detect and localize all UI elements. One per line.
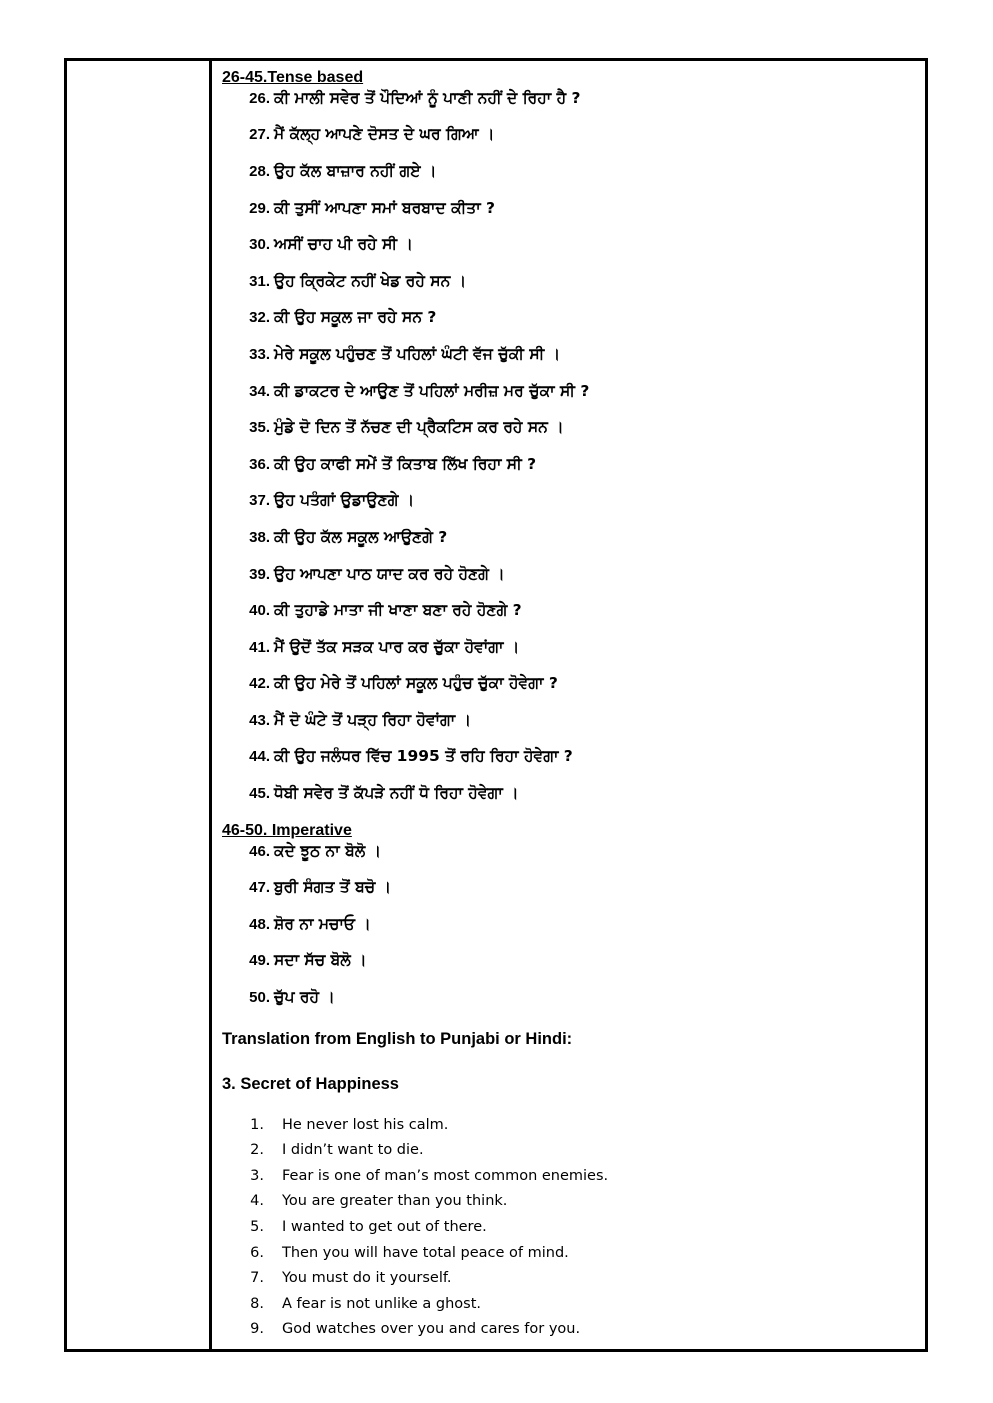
tense-sentence-number: 37. bbox=[249, 492, 270, 510]
secret-sentence-number: 6. bbox=[250, 1244, 264, 1261]
tense-section-heading: 26-45.Tense based bbox=[222, 69, 364, 86]
secret-sentence-text: I didn’t want to die. bbox=[282, 1142, 424, 1159]
secret-sentence-text: You must do it yourself. bbox=[282, 1270, 452, 1287]
worksheet-table bbox=[64, 58, 928, 1352]
tense-sentence-item bbox=[222, 483, 917, 520]
imperative-sentence-number: 49. bbox=[249, 952, 270, 970]
secret-sentence-number: 4. bbox=[250, 1193, 264, 1210]
tense-sentence-text: ਕੀ ਉਹ ਕੱਲ ਸਕੂਲ ਆਉਣਗੇ ? bbox=[274, 527, 448, 546]
secret-sentence-text: Then you will have total peace of mind. bbox=[282, 1244, 569, 1261]
tense-sentence-number: 40. bbox=[249, 602, 270, 620]
imperative-sentence-text: ਸ਼ੋਰ ਨਾ ਮਚਾਓ । bbox=[274, 914, 371, 933]
secret-sentence-item bbox=[222, 1291, 917, 1317]
imperative-sentence-item bbox=[222, 943, 917, 980]
imperative-sentence-text: ਚੁੱਪ ਰਹੋ । bbox=[274, 988, 335, 1007]
tense-sentence-text: ਕੀ ਤੁਹਾਡੇ ਮਾਤਾ ਜੀ ਖਾਣਾ ਬਣਾ ਰਹੇ ਹੋਣਗੇ ? bbox=[274, 601, 522, 620]
tense-sentence-item bbox=[222, 226, 917, 263]
secret-sentence-item bbox=[222, 1137, 917, 1163]
tense-sentence-text: ਮੈਂ ਕੱਲ੍ਹ ਆਪਣੇ ਦੋਸਤ ਦੇ ਘਰ ਗਿਆ । bbox=[274, 125, 495, 144]
tense-sentence-number: 30. bbox=[249, 236, 270, 254]
tense-sentence-text: ਧੋਬੀ ਸਵੇਰ ਤੋਂ ਕੱਪੜੇ ਨਹੀਂ ਧੋ ਰਿਹਾ ਹੋਵੇਗਾ । bbox=[274, 784, 519, 803]
imperative-sentence-list bbox=[222, 833, 917, 1016]
secret-sentence-number: 8. bbox=[250, 1295, 264, 1312]
tense-sentence-item bbox=[222, 666, 917, 703]
tense-sentence-number: 32. bbox=[249, 309, 270, 327]
tense-sentence-number: 31. bbox=[249, 272, 270, 290]
tense-sentence-number: 26. bbox=[249, 89, 270, 107]
tense-sentence-number: 38. bbox=[249, 528, 270, 546]
imperative-section-heading: 46-50. Imperative bbox=[222, 821, 352, 839]
content-column bbox=[222, 69, 917, 1342]
secret-sentence-list bbox=[222, 1112, 917, 1342]
tense-sentence-item bbox=[222, 336, 917, 373]
secret-sentence-text: A fear is not unlike a ghost. bbox=[282, 1295, 482, 1312]
tense-sentence-text: ਉਹ ਕ੍ਰਿਕੇਟ ਨਹੀਂ ਖੇਡ ਰਹੇ ਸਨ । bbox=[274, 271, 467, 290]
secret-sentence-item bbox=[222, 1265, 917, 1291]
imperative-sentence-text: ਸਦਾ ਸੱਚ ਬੋਲੋ । bbox=[274, 951, 367, 970]
tense-sentence-number: 36. bbox=[249, 455, 270, 473]
imperative-sentence-item bbox=[222, 869, 917, 906]
imperative-sentence-text: ਕਦੇ ਝੂਠ ਨਾ ਬੋਲੋ । bbox=[274, 841, 382, 860]
secret-sentence-number: 2. bbox=[250, 1142, 264, 1159]
secret-sentence-text: You are greater than you think. bbox=[282, 1193, 508, 1210]
tense-sentence-item bbox=[222, 739, 917, 776]
secret-sentence-item bbox=[222, 1189, 917, 1215]
tense-sentence-text: ਕੀ ਮਾਲੀ ਸਵੇਰ ਤੋਂ ਪੌਦਿਆਂ ਨੂੰ ਪਾਣੀ ਨਹੀਂ ਦੇ ਰਿਹਾ ਹੈ ? bbox=[274, 88, 581, 107]
tense-sentence-item bbox=[222, 446, 917, 483]
secret-sentence-number: 1. bbox=[250, 1116, 264, 1133]
left-column bbox=[67, 61, 212, 1349]
tense-sentence-number: 39. bbox=[249, 565, 270, 583]
tense-sentence-item bbox=[222, 190, 917, 227]
imperative-sentence-item bbox=[222, 906, 917, 943]
tense-sentence-number: 44. bbox=[249, 748, 270, 766]
tense-sentence-text: ਕੀ ਤੁਸੀਂ ਆਪਣਾ ਸਮਾਂ ਬਰਬਾਦ ਕੀਤਾ ? bbox=[274, 198, 496, 217]
secret-sentence-item bbox=[222, 1317, 917, 1343]
secret-sentence-number: 3. bbox=[250, 1167, 264, 1184]
tense-sentence-text: ਮੇਰੇ ਸਕੂਲ ਪਹੁੰਚਣ ਤੋਂ ਪਹਿਲਾਂ ਘੰਟੀ ਵੱਜ ਚੁੱਕੀ ਸੀ । bbox=[274, 344, 561, 363]
tense-sentence-text: ਮੁੰਡੇ ਦੋ ਦਿਨ ਤੋਂ ਨੱਚਣ ਦੀ ਪ੍ਰੈਕਟਿਸ ਕਰ ਰਹੇ ਸਨ । bbox=[274, 418, 564, 437]
tense-sentence-item bbox=[222, 300, 917, 337]
tense-sentence-text: ਮੈਂ ਉਦੋਂ ਤੱਕ ਸੜਕ ਪਾਰ ਕਰ ਚੁੱਕਾ ਹੋਵਾਂਗਾ । bbox=[274, 637, 520, 656]
tense-sentence-list bbox=[222, 80, 917, 812]
tense-sentence-item bbox=[222, 409, 917, 446]
imperative-sentence-number: 48. bbox=[249, 915, 270, 933]
tense-sentence-item bbox=[222, 519, 917, 556]
tense-sentence-text: ਕੀ ਡਾਕਟਰ ਦੇ ਆਉਣ ਤੋਂ ਪਹਿਲਾਂ ਮਰੀਜ਼ ਮਰ ਚੁੱਕਾ ਸੀ ? bbox=[274, 381, 590, 400]
secret-sentence-text: I wanted to get out of there. bbox=[282, 1219, 487, 1236]
tense-sentence-text: ਉਹ ਆਪਣਾ ਪਾਠ ਯਾਦ ਕਰ ਰਹੇ ਹੋਣਗੇ । bbox=[274, 564, 505, 583]
tense-sentence-number: 34. bbox=[249, 382, 270, 400]
secret-sentence-item bbox=[222, 1214, 917, 1240]
tense-sentence-text: ਉਹ ਪਤੰਗਾਂ ਉਡਾਉਣਗੇ । bbox=[274, 491, 415, 510]
tense-sentence-item bbox=[222, 263, 917, 300]
secret-sentence-number: 9. bbox=[250, 1321, 264, 1338]
imperative-sentence-text: ਬੁਰੀ ਸੰਗਤ ਤੋਂ ਬਚੋ । bbox=[274, 878, 392, 897]
secret-sentence-item bbox=[222, 1112, 917, 1138]
tense-sentence-text: ਕੀ ਉਹ ਮੇਰੇ ਤੋਂ ਪਹਿਲਾਂ ਸਕੂਲ ਪਹੁੰਚ ਚੁੱਕਾ ਹੋਵੇਗਾ ? bbox=[274, 674, 558, 693]
secret-sentence-item bbox=[222, 1240, 917, 1266]
tense-sentence-text: ਉਹ ਕੱਲ ਬਾਜ਼ਾਰ ਨਹੀਂ ਗਏ । bbox=[274, 161, 437, 180]
tense-sentence-item bbox=[222, 592, 917, 629]
translation-title: Translation from English to Punjabi or Hindi: bbox=[222, 1029, 573, 1048]
secret-section-title: 3. Secret of Happiness bbox=[222, 1074, 399, 1093]
tense-sentence-number: 29. bbox=[249, 199, 270, 217]
tense-sentence-number: 33. bbox=[249, 345, 270, 363]
tense-sentence-number: 35. bbox=[249, 419, 270, 437]
imperative-sentence-item bbox=[222, 979, 917, 1016]
tense-sentence-item bbox=[222, 702, 917, 739]
tense-sentence-item bbox=[222, 153, 917, 190]
imperative-sentence-number: 46. bbox=[249, 842, 270, 860]
tense-sentence-number: 41. bbox=[249, 638, 270, 656]
tense-sentence-text: ਕੀ ਉਹ ਕਾਫੀ ਸਮੇਂ ਤੋਂ ਕਿਤਾਬ ਲਿੱਖ ਰਿਹਾ ਸੀ ? bbox=[274, 454, 537, 473]
secret-sentence-text: Fear is one of man’s most common enemies. bbox=[282, 1167, 609, 1184]
tense-sentence-number: 27. bbox=[249, 126, 270, 144]
tense-sentence-number: 43. bbox=[249, 711, 270, 729]
secret-sentence-text: God watches over you and cares for you. bbox=[282, 1321, 581, 1338]
imperative-sentence-number: 47. bbox=[249, 879, 270, 897]
tense-sentence-item bbox=[222, 629, 917, 666]
tense-sentence-text: ਅਸੀਂ ਚਾਹ ਪੀ ਰਹੇ ਸੀ । bbox=[274, 235, 413, 254]
secret-sentence-text: He never lost his calm. bbox=[282, 1116, 449, 1133]
tense-sentence-number: 28. bbox=[249, 162, 270, 180]
tense-sentence-item bbox=[222, 556, 917, 593]
tense-sentence-text: ਮੈਂ ਦੋ ਘੰਟੇ ਤੋਂ ਪੜ੍ਹ ਰਿਹਾ ਹੋਵਾਂਗਾ । bbox=[274, 710, 472, 729]
secret-sentence-number: 7. bbox=[250, 1270, 264, 1287]
tense-sentence-item bbox=[222, 775, 917, 812]
secret-sentence-item bbox=[222, 1163, 917, 1189]
tense-sentence-item bbox=[222, 117, 917, 154]
tense-sentence-number: 45. bbox=[249, 785, 270, 803]
secret-sentence-number: 5. bbox=[250, 1219, 264, 1236]
tense-sentence-item bbox=[222, 373, 917, 410]
tense-sentence-text: ਕੀ ਉਹ ਜਲੰਧਰ ਵਿੱਚ 1995 ਤੋਂ ਰਹਿ ਰਿਹਾ ਹੋਵੇਗਾ ? bbox=[274, 747, 573, 766]
tense-sentence-number: 42. bbox=[249, 675, 270, 693]
imperative-sentence-number: 50. bbox=[249, 989, 270, 1007]
tense-sentence-text: ਕੀ ਉਹ ਸਕੂਲ ਜਾ ਰਹੇ ਸਨ ? bbox=[274, 308, 437, 327]
